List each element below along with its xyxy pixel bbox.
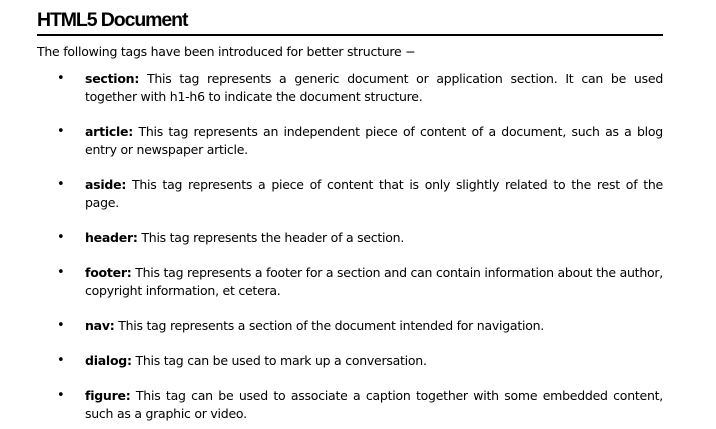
tag-term: figure: [85, 388, 131, 403]
tag-description: This tag represents a piece of content that is only slightly related to the rest of the page. [85, 177, 663, 210]
list-item-aside [37, 176, 663, 212]
tag-term: article: [85, 124, 134, 139]
bullet-icon: • [57, 353, 65, 368]
bullet-icon: • [57, 177, 65, 192]
tag-description: This tag represents an independent piece of content of a document, such as a blog entry or newspaper article. [85, 124, 663, 157]
tag-list [37, 70, 663, 423]
bullet-icon: • [57, 124, 65, 139]
tag-term: dialog: [85, 353, 132, 368]
list-item-dialog [37, 352, 663, 370]
tag-description: This tag can be used to mark up a conversation. [131, 353, 427, 368]
list-item-footer [37, 264, 663, 300]
tag-term: aside: [85, 177, 127, 192]
tag-term: footer: [85, 265, 132, 280]
bullet-icon: • [57, 388, 65, 403]
list-item-header [37, 229, 663, 247]
list-item-section [37, 70, 663, 106]
bullet-icon: • [57, 265, 65, 280]
tag-description: This tag represents a footer for a section and can contain information about the author, copyright information, et cetera. [85, 265, 663, 298]
tag-term: header: [85, 230, 138, 245]
tag-description: This tag represents a generic document or application section. It can be used together with h1-h6 to indicate the document structure. [85, 71, 663, 104]
tag-description: This tag can be used to associate a caption together with some embedded content, such as a graphic or video. [85, 388, 663, 421]
intro-text: The following tags have been introduced for better structure − [37, 44, 416, 59]
bullet-icon: • [57, 230, 65, 245]
tag-term: nav: [85, 318, 115, 333]
bullet-icon: • [57, 318, 65, 333]
bullet-icon: • [57, 71, 65, 86]
document-page [37, 0, 663, 423]
tag-description: This tag represents a section of the document intended for navigation. [114, 318, 544, 333]
list-item-article [37, 123, 663, 159]
page-title: HTML5 Document [37, 9, 188, 31]
tag-term: section: [85, 71, 140, 86]
tag-description: This tag represents the header of a section. [137, 230, 405, 245]
list-item-figure [37, 387, 663, 423]
list-item-nav [37, 317, 663, 335]
title-rule [37, 0, 663, 36]
